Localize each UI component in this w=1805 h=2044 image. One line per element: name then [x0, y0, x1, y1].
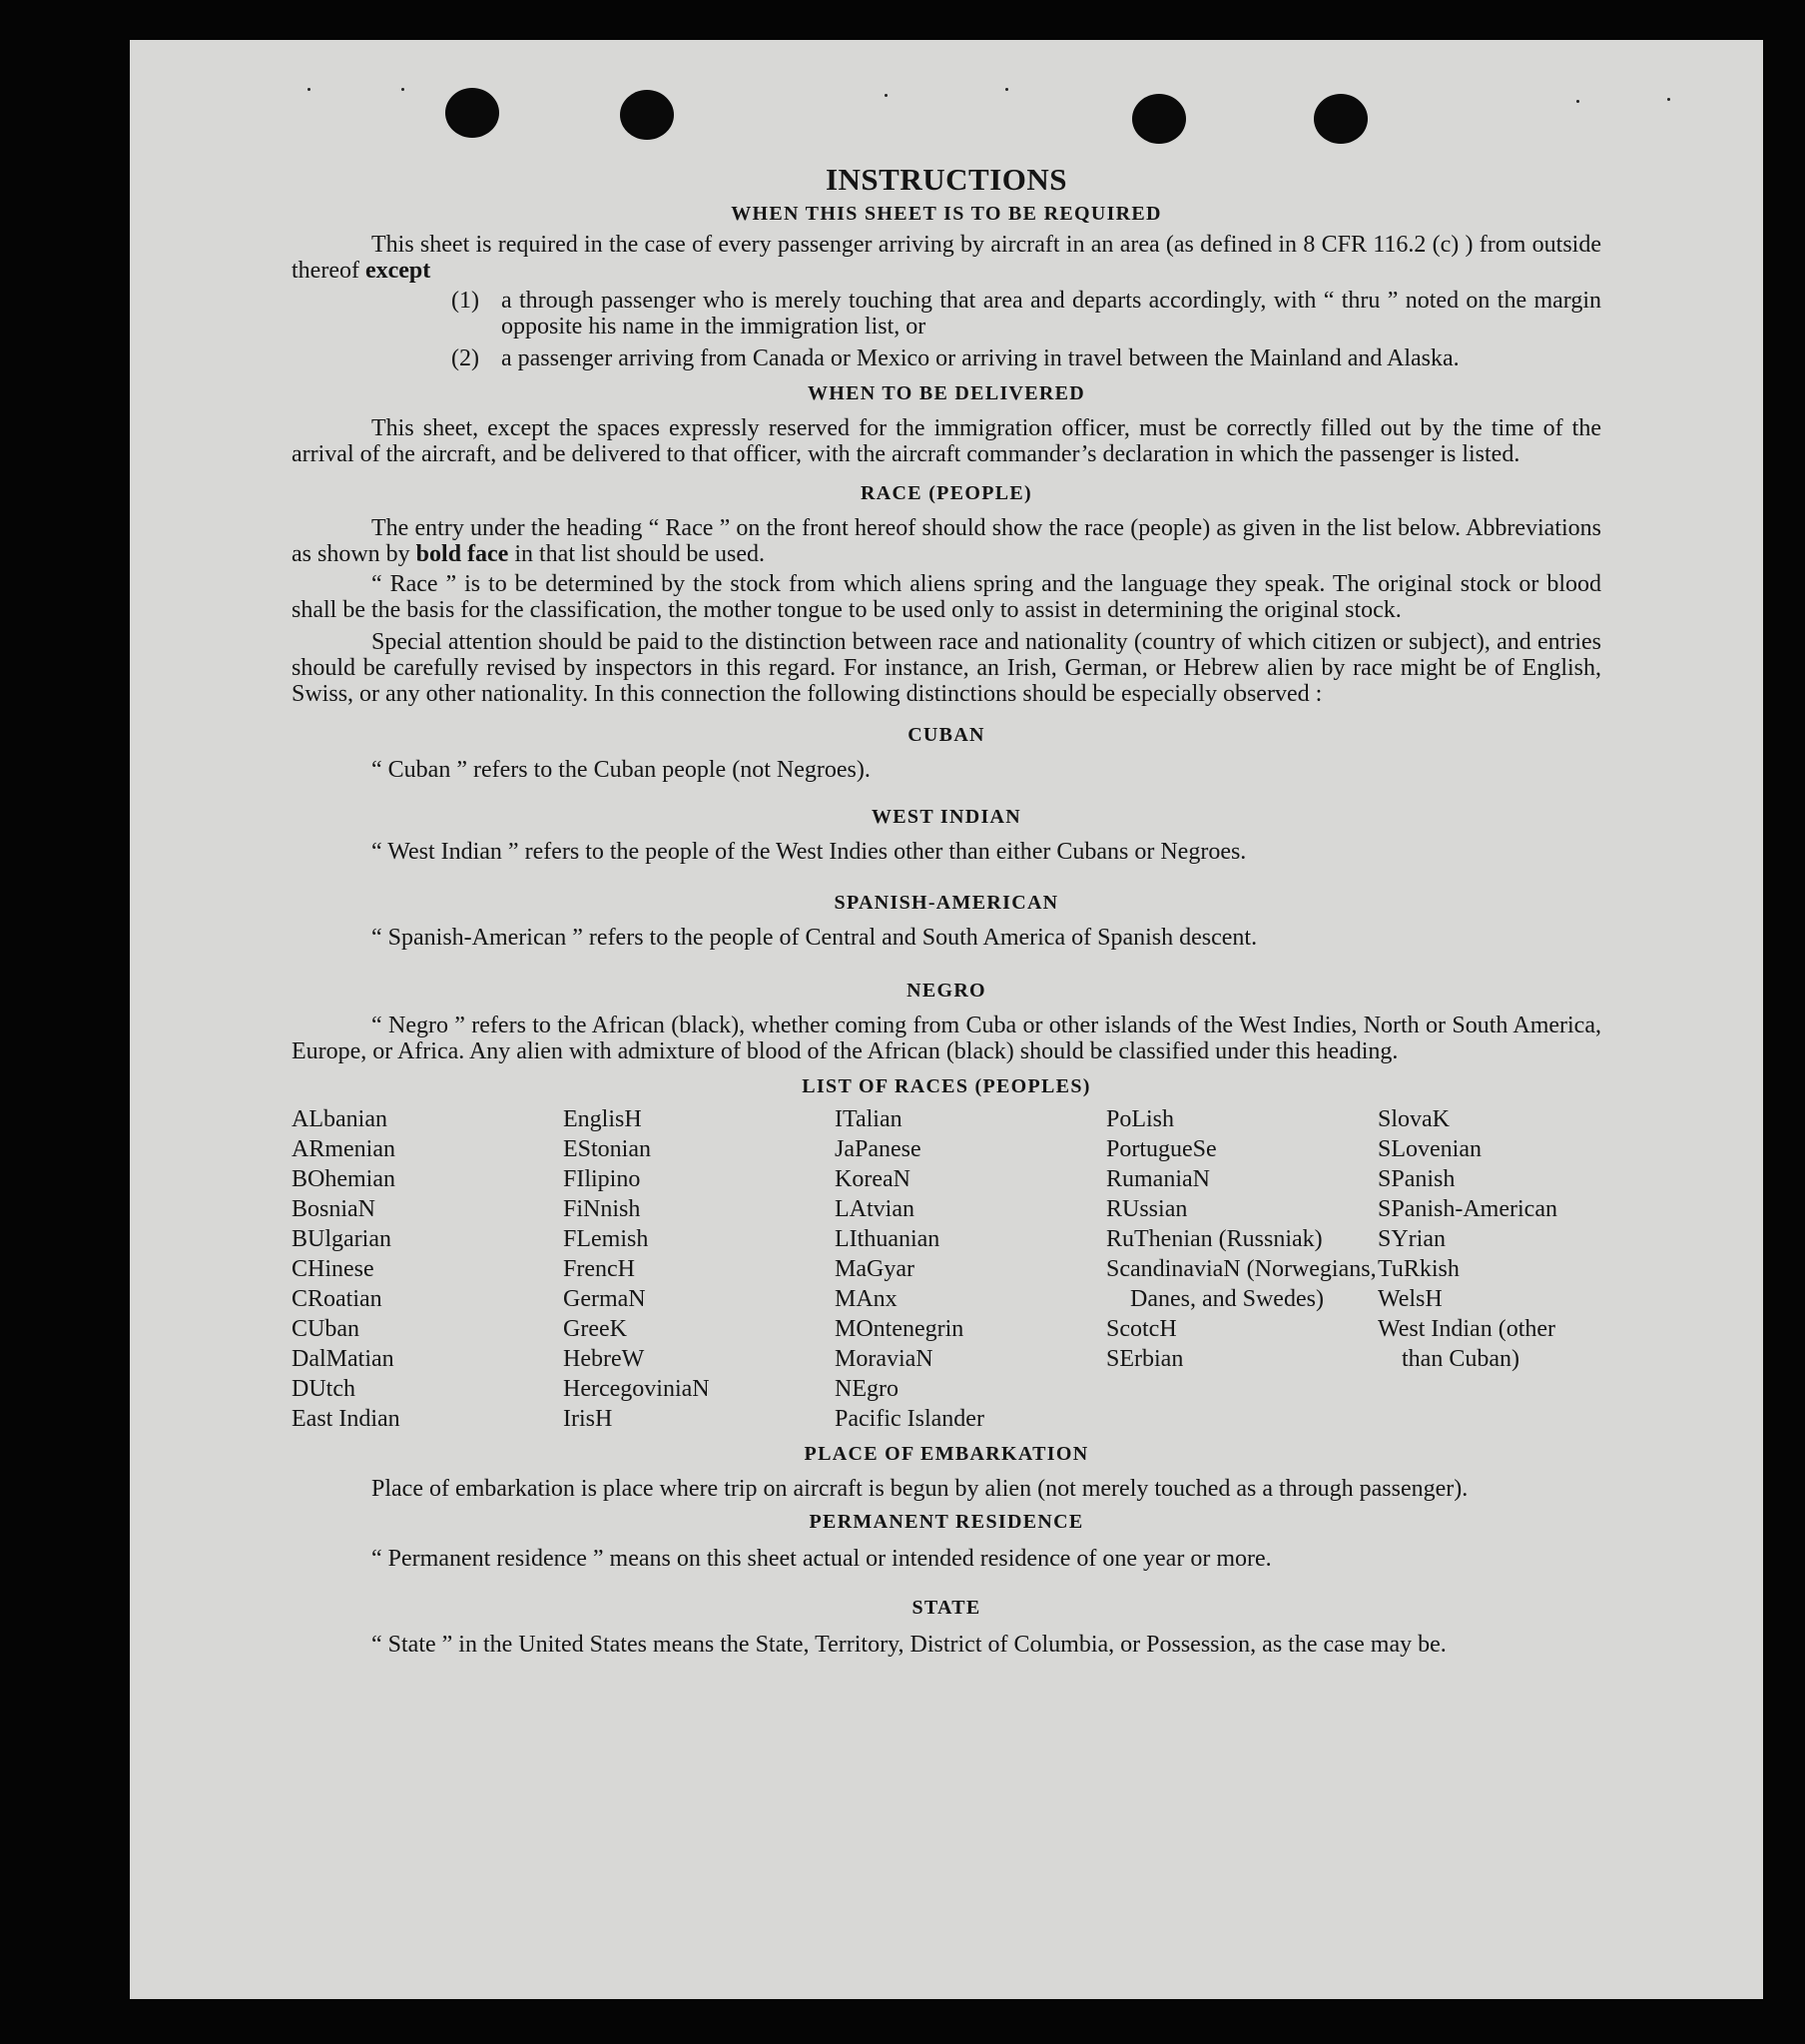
race-paragraph: Special attention should be paid to the distinction between race and nationality (country of which citizen or subject), and entries should be carefully revised by inspectors in this regard. For instance, an Irish, German, or Hebrew alien by race might be of English, Swiss, or any other nationality. In this connection the following distinctions should be especially observed : [292, 629, 1601, 707]
embarkation-text: Place of embarkation is place where trip on aircraft is begun by alien (not merely touched as a through passenger). [371, 1476, 1469, 1502]
race-entry: ITalian [835, 1106, 902, 1132]
race-text-bold: bold face [415, 541, 509, 567]
race-entry: CUban [292, 1316, 359, 1342]
section-heading-negro: NEGRO [906, 980, 986, 1002]
section-heading-race-list: LIST OF RACES (PEOPLES) [802, 1075, 1091, 1097]
race-text: in that list should be used. [514, 541, 765, 567]
race-entry: KoreaN [835, 1166, 910, 1192]
race-entry: SLovenian [1378, 1136, 1482, 1162]
section-heading-required: WHEN THIS SHEET IS TO BE REQUIRED [731, 203, 1162, 225]
race-entry: MaGyar [835, 1256, 914, 1282]
race-entry: HebreW [563, 1346, 645, 1372]
section-heading-embarkation: PLACE OF EMBARKATION [804, 1443, 1089, 1465]
item-number: (1) [451, 288, 479, 314]
speck [307, 88, 310, 91]
race-entry: PortugueSe [1106, 1136, 1217, 1162]
list-item [451, 288, 1601, 340]
race-entry: RuThenian (Russniak) [1106, 1226, 1323, 1252]
race-entry: SPanish-American [1378, 1196, 1557, 1222]
race-column [563, 1104, 835, 1434]
delivered-text: This sheet, except the spaces expressly reserved for the immigration officer, must be correctly filled out by the time of the arrival of the aircraft, and be delivered to that officer, with the aircraft commander’s declaration in which the passenger is listed. [292, 415, 1601, 467]
race-entry: GermaN [563, 1286, 646, 1312]
race-entry: CHinese [292, 1256, 374, 1282]
page-title: INSTRUCTIONS [825, 162, 1067, 197]
race-entry: FIlipino [563, 1166, 641, 1192]
item-text: a passenger arriving from Canada or Mexico or arriving in travel between the Mainland and Alaska. [501, 345, 1460, 371]
spanish-american-text: “ Spanish-American ” refers to the people of Central and South America of Spanish descent. [371, 925, 1258, 951]
speck [1576, 100, 1579, 103]
race-entry: MOntenegrin [835, 1316, 964, 1342]
race-entry: RUssian [1106, 1196, 1188, 1222]
race-entry: BosniaN [292, 1196, 375, 1222]
race-entry: BOhemian [292, 1166, 395, 1192]
punch-hole [445, 88, 499, 138]
race-column [1106, 1104, 1378, 1434]
required-intro-bold: except [364, 258, 431, 284]
race-entry: ALbanian [292, 1106, 387, 1132]
race-entry: WelsH [1378, 1286, 1443, 1312]
required-intro [292, 232, 1601, 284]
section-heading-delivered: WHEN TO BE DELIVERED [807, 382, 1086, 404]
list-item [451, 345, 1601, 371]
speck [401, 88, 404, 91]
item-text: a through passenger who is merely touching that area and departs accordingly, with “ thru ” noted on the margin opposite his name in the immigration list, or [501, 288, 1601, 340]
cuban-text: “ Cuban ” refers to the Cuban people (not Negroes). [371, 757, 871, 783]
race-entry: NEgro [835, 1376, 899, 1402]
race-entry: FiNnish [563, 1196, 641, 1222]
item-number: (2) [451, 345, 479, 371]
west-indian-text: “ West Indian ” refers to the people of the West Indies other than either Cubans or Negroes. [371, 839, 1247, 865]
punch-hole [1132, 94, 1186, 144]
punch-hole [1314, 94, 1368, 144]
document-page [130, 40, 1763, 1999]
race-entry: IrisH [563, 1406, 613, 1432]
race-entry: ScotcH [1106, 1316, 1177, 1342]
race-entry: LIthuanian [835, 1226, 940, 1252]
race-entry: MoraviaN [835, 1346, 933, 1372]
race-entry: DUtch [292, 1376, 355, 1402]
speck [1667, 98, 1670, 101]
section-heading-race: RACE (PEOPLE) [861, 482, 1032, 504]
race-column [835, 1104, 1106, 1434]
race-column [292, 1104, 563, 1434]
section-heading-state: STATE [911, 1597, 981, 1619]
race-entry: LAtvian [835, 1196, 914, 1222]
race-entry: DalMatian [292, 1346, 394, 1372]
race-entry: BUlgarian [292, 1226, 391, 1252]
race-entry: SPanish [1378, 1166, 1456, 1192]
speck [885, 94, 888, 97]
race-column [1378, 1104, 1601, 1434]
race-paragraph [292, 515, 1601, 567]
negro-text: “ Negro ” refers to the African (black), whether coming from Cuba or other islands of the West Indies, North or South America, Europe, or Africa. Any alien with admixture of blood of the African (black) should be classified under this heading. [292, 1013, 1601, 1064]
race-entry: ARmenian [292, 1136, 395, 1162]
race-entry: ScandinaviaN (Norwegians, Danes, and Swedes) [1106, 1256, 1377, 1312]
race-entry: RumaniaN [1106, 1166, 1210, 1192]
race-entry: JaPanese [835, 1136, 921, 1162]
state-text: “ State ” in the United States means the State, Territory, District of Columbia, or Possession, as the case may be. [371, 1632, 1447, 1658]
race-entry: Pacific Islander [835, 1406, 984, 1432]
section-heading-residence: PERMANENT RESIDENCE [809, 1511, 1084, 1533]
race-entry: GreeK [563, 1316, 627, 1342]
race-entry: EStonian [563, 1136, 651, 1162]
section-heading-cuban: CUBAN [907, 724, 985, 746]
section-heading-west-indian: WEST INDIAN [871, 806, 1022, 828]
punch-hole [620, 90, 674, 140]
required-intro-text: This sheet is required in the case of every passenger arriving by aircraft in an area (as defined in 8 CFR 116.2 (c) ) from outside thereof [292, 232, 1601, 284]
section-heading-spanish-american: SPANISH-AMERICAN [834, 892, 1059, 914]
race-paragraph: “ Race ” is to be determined by the stock from which aliens spring and the language they speak. The original stock or blood shall be the basis for the classification, the mother tongue to be used only to assist in determining the original stock. [292, 571, 1601, 623]
race-entry: TuRkish [1378, 1256, 1460, 1282]
race-entry: SErbian [1106, 1346, 1184, 1372]
instructions-content [292, 162, 1601, 1658]
race-entry: EnglisH [563, 1106, 642, 1132]
race-list [292, 1104, 1601, 1434]
race-entry: PoLish [1106, 1106, 1175, 1132]
race-entry: SlovaK [1378, 1106, 1450, 1132]
residence-text: “ Permanent residence ” means on this sheet actual or intended residence of one year or more. [371, 1546, 1272, 1572]
race-text: The entry under the heading “ Race ” on the front hereof should show the race (people) as given in the list below. Abbreviations as shown by [292, 515, 1601, 567]
race-entry: MAnx [835, 1286, 898, 1312]
race-entry: HercegoviniaN [563, 1376, 710, 1402]
race-entry: FrencH [563, 1256, 635, 1282]
speck [1005, 88, 1008, 91]
race-entry: FLemish [563, 1226, 649, 1252]
race-entry: East Indian [292, 1406, 400, 1432]
race-entry: SYrian [1378, 1226, 1446, 1252]
race-entry: CRoatian [292, 1286, 382, 1312]
race-entry: West Indian (other than Cuban) [1378, 1316, 1556, 1372]
